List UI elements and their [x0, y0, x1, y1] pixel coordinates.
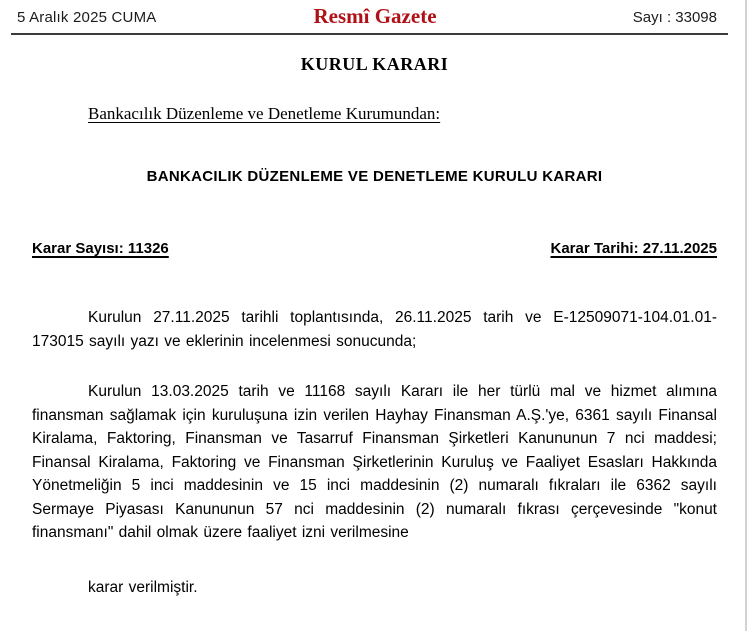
decision-document — [32, 54, 717, 599]
gazette-masthead — [0, 0, 750, 34]
masthead-issue-number: Sayı : 33098 — [632, 9, 717, 26]
masthead-title: Resmî Gazete — [313, 4, 437, 28]
decision-date: Karar Tarihi: 27.11.2025 — [550, 240, 717, 257]
paragraph-session-intro: Kurulun 27.11.2025 tarihli toplantısında, 26.11.2025 tarih ve E-12509071-104.01.01-173015 sayılı yazı ve eklerinin incelenmesi sonucunda; — [32, 309, 717, 350]
page-right-edge-line — [745, 0, 747, 631]
decision-title: BANKACILIK DÜZENLEME VE DENETLEME KURULU KARARI — [146, 168, 603, 185]
issuing-authority: Bankacılık Düzenleme ve Denetleme Kurumundan: — [88, 104, 441, 123]
paragraph-decision-body: Kurulun 13.03.2025 tarih ve 11168 sayılı Kararı ile her türlü mal ve hizmet alımına finansman sağlamak için kuruluşuna izin verilen Hayhay Finansman A.Ş.'ye, 6361 sayılı Finansal Kiralama, Faktoring, Finansman ve Tasarruf Finansman Şirketleri Kanununun 7 nci maddesi; Finansal Kiralama, Faktoring ve Finansman Şirketlerinin Kuruluş ve Faaliyet Esasları Hakkında Yönetmeliğin 5 inci maddesinin ve 15 inci maddesinin (2) numaralı fıkraları ile 6362 sayılı Sermaye Piyasası Kanununun 57 nci maddesinin (2) numaralı fıkrası çerçevesinde "konut finansmanı" dahil olmak üzere faaliyet izni verilmesine — [32, 383, 717, 541]
masthead-divider — [11, 33, 728, 35]
decision-meta-row — [32, 240, 717, 257]
section-title: KURUL KARARI — [300, 54, 449, 74]
masthead-date: 5 Aralık 2025 CUMA — [17, 9, 157, 26]
paragraph-closing: karar verilmiştir. — [88, 578, 198, 596]
decision-number: Karar Sayısı: 11326 — [32, 240, 169, 257]
